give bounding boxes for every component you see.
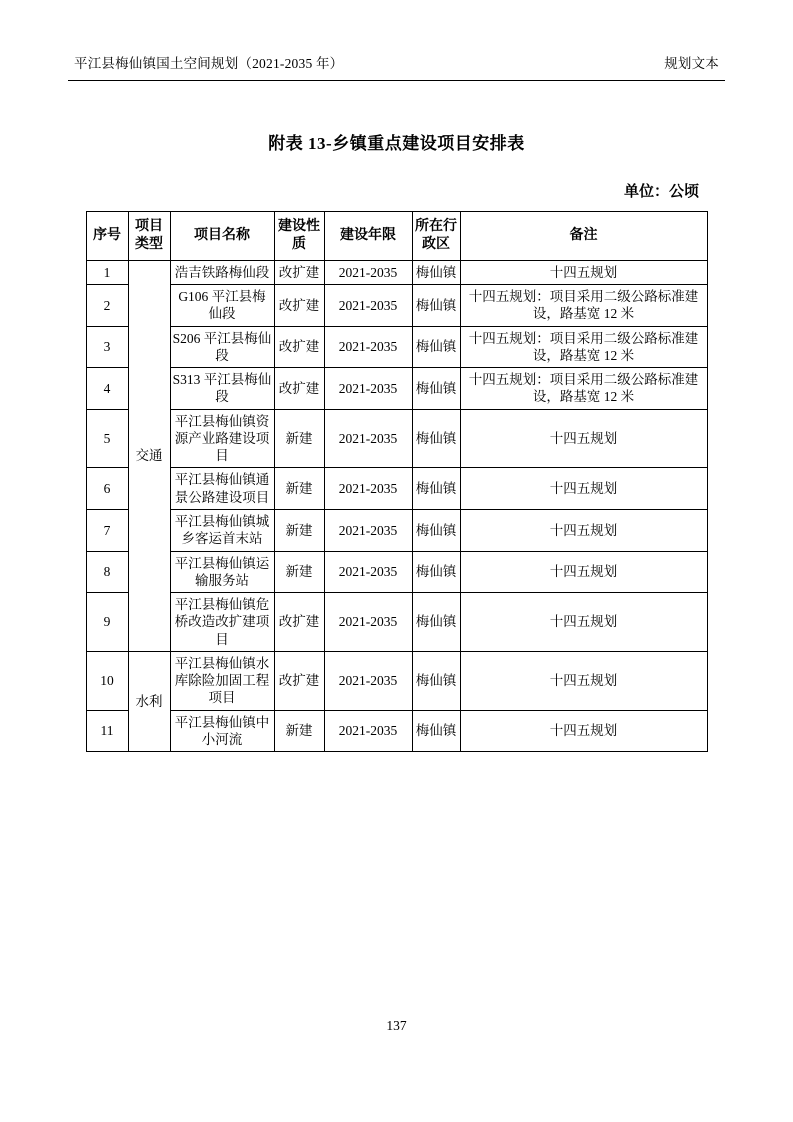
cell-remark: 十四五规划：项目采用二级公路标准建设，路基宽 12 米 xyxy=(460,326,707,368)
cell-seq: 9 xyxy=(86,593,128,652)
cell-region: 梅仙镇 xyxy=(412,510,460,552)
cell-years: 2021-2035 xyxy=(324,260,412,284)
cell-nature: 改扩建 xyxy=(274,260,324,284)
cell-name: 平江县梅仙镇城乡客运首末站 xyxy=(170,510,274,552)
cell-remark: 十四五规划：项目采用二级公路标准建设，路基宽 12 米 xyxy=(460,285,707,327)
cell-nature: 新建 xyxy=(274,710,324,752)
page-number: 137 xyxy=(386,1018,407,1033)
cell-name: 平江县梅仙镇水库除险加固工程项目 xyxy=(170,651,274,710)
cell-remark: 十四五规划 xyxy=(460,260,707,284)
cell-years: 2021-2035 xyxy=(324,409,412,468)
cell-seq: 3 xyxy=(86,326,128,368)
running-header xyxy=(68,52,725,80)
cell-years: 2021-2035 xyxy=(324,285,412,327)
cell-years: 2021-2035 xyxy=(324,368,412,410)
cell-nature: 改扩建 xyxy=(274,651,324,710)
cell-seq: 7 xyxy=(86,510,128,552)
cell-remark: 十四五规划 xyxy=(460,551,707,593)
cell-years: 2021-2035 xyxy=(324,593,412,652)
table-row xyxy=(86,593,707,652)
cell-seq: 10 xyxy=(86,651,128,710)
column-header-name: 项目名称 xyxy=(170,212,274,261)
column-header-type: 项目类型 xyxy=(128,212,170,261)
cell-region: 梅仙镇 xyxy=(412,260,460,284)
cell-name: G106 平江县梅仙段 xyxy=(170,285,274,327)
column-header-region: 所在行政区 xyxy=(412,212,460,261)
column-header-remark: 备注 xyxy=(460,212,707,261)
cell-years: 2021-2035 xyxy=(324,651,412,710)
cell-years: 2021-2035 xyxy=(324,326,412,368)
cell-years: 2021-2035 xyxy=(324,710,412,752)
cell-seq: 2 xyxy=(86,285,128,327)
table-row xyxy=(86,260,707,284)
cell-seq: 8 xyxy=(86,551,128,593)
table-row xyxy=(86,285,707,327)
cell-name: S206 平江县梅仙段 xyxy=(170,326,274,368)
cell-remark: 十四五规划 xyxy=(460,710,707,752)
table-row xyxy=(86,409,707,468)
cell-name: 平江县梅仙镇运输服务站 xyxy=(170,551,274,593)
cell-nature: 改扩建 xyxy=(274,593,324,652)
header-divider xyxy=(68,80,725,81)
table-row xyxy=(86,510,707,552)
cell-name: 平江县梅仙镇中小河流 xyxy=(170,710,274,752)
cell-region: 梅仙镇 xyxy=(412,468,460,510)
header-section-label: 规划文本 xyxy=(664,56,719,71)
cell-name: 平江县梅仙镇通景公路建设项目 xyxy=(170,468,274,510)
cell-years: 2021-2035 xyxy=(324,468,412,510)
page-title: 附表 13-乡镇重点建设项目安排表 xyxy=(268,134,525,153)
cell-name: 浩吉铁路梅仙段 xyxy=(170,260,274,284)
column-header-years: 建设年限 xyxy=(324,212,412,261)
cell-remark: 十四五规划 xyxy=(460,409,707,468)
cell-years: 2021-2035 xyxy=(324,551,412,593)
cell-name: S313 平江县梅仙段 xyxy=(170,368,274,410)
column-header-nature: 建设性质 xyxy=(274,212,324,261)
cell-nature: 改扩建 xyxy=(274,368,324,410)
cell-seq: 11 xyxy=(86,710,128,752)
table-header-row xyxy=(86,212,707,261)
cell-nature: 新建 xyxy=(274,510,324,552)
cell-region: 梅仙镇 xyxy=(412,285,460,327)
unit-label: 单位：公顷 xyxy=(623,184,699,200)
cell-seq: 1 xyxy=(86,260,128,284)
table-row xyxy=(86,651,707,710)
cell-region: 梅仙镇 xyxy=(412,710,460,752)
cell-remark: 十四五规划 xyxy=(460,510,707,552)
cell-seq: 6 xyxy=(86,468,128,510)
cell-nature: 新建 xyxy=(274,468,324,510)
cell-years: 2021-2035 xyxy=(324,510,412,552)
header-document-title: 平江县梅仙镇国土空间规划（2021-2035 年） xyxy=(74,56,344,71)
cell-region: 梅仙镇 xyxy=(412,368,460,410)
cell-remark: 十四五规划 xyxy=(460,593,707,652)
cell-region: 梅仙镇 xyxy=(412,593,460,652)
cell-remark: 十四五规划 xyxy=(460,468,707,510)
cell-region: 梅仙镇 xyxy=(412,409,460,468)
cell-remark: 十四五规划 xyxy=(460,651,707,710)
cell-type-transport: 交通 xyxy=(128,260,170,651)
cell-region: 梅仙镇 xyxy=(412,326,460,368)
cell-seq: 5 xyxy=(86,409,128,468)
table-row xyxy=(86,326,707,368)
cell-seq: 4 xyxy=(86,368,128,410)
project-schedule-table xyxy=(86,211,708,752)
table-row xyxy=(86,710,707,752)
cell-name: 平江县梅仙镇资源产业路建设项目 xyxy=(170,409,274,468)
cell-type-water: 水利 xyxy=(128,651,170,751)
cell-nature: 改扩建 xyxy=(274,326,324,368)
table-row xyxy=(86,468,707,510)
cell-region: 梅仙镇 xyxy=(412,551,460,593)
cell-nature: 新建 xyxy=(274,409,324,468)
cell-nature: 改扩建 xyxy=(274,285,324,327)
cell-name: 平江县梅仙镇危桥改造改扩建项目 xyxy=(170,593,274,652)
table-row xyxy=(86,368,707,410)
table-row xyxy=(86,551,707,593)
cell-remark: 十四五规划：项目采用二级公路标准建设，路基宽 12 米 xyxy=(460,368,707,410)
column-header-seq: 序号 xyxy=(86,212,128,261)
cell-nature: 新建 xyxy=(274,551,324,593)
cell-region: 梅仙镇 xyxy=(412,651,460,710)
